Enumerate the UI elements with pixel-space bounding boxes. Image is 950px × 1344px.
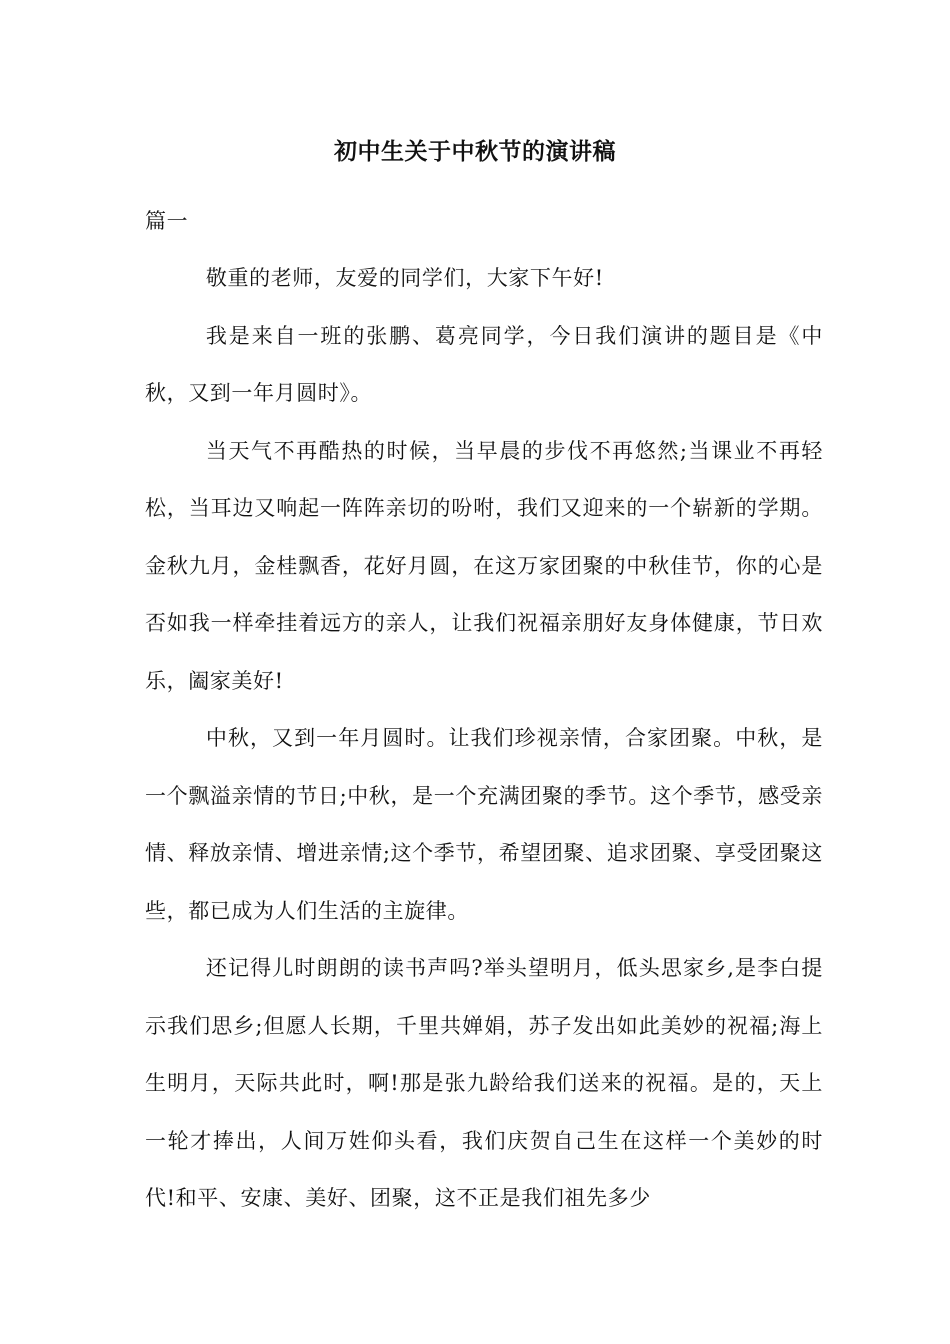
section-label: 篇一: [145, 209, 189, 233]
paragraph-poetry-memories: 还记得儿时朗朗的读书声吗?举头望明月，低头思家乡,是李白提示我们思乡;但愿人长期，千里共婵娟，苏子发出如此美妙的祝福;海上生明月，天际共此时，啊!那是张九龄给我们送来的祝福。是的，天上一轮才捧出，人间万姓仰头看，我们庆贺自己生在这样一个美妙的时代!和平、安康、美好、团聚，这不正是我们祖先多少: [145, 956, 823, 1210]
paragraph-autumn-season: 当天气不再酷热的时候，当早晨的步伐不再悠然;当课业不再轻松，当耳边又响起一阵阵亲切的吩咐，我们又迎来的一个崭新的学期。金秋九月，金桂飘香，花好月圆，在这万家团聚的中秋佳节，你的心是否如我一样牵挂着远方的亲人，让我们祝福亲朋好友身体健康，节日欢乐，阖家美好!: [145, 438, 823, 693]
speech-body: [145, 250, 823, 1228]
page-title: 初中生关于中秋节的演讲稿: [334, 138, 616, 165]
paragraph-greeting: 敬重的老师，友爱的同学们，大家下午好!: [205, 266, 604, 290]
paragraph-family-reunion: 中秋，又到一年月圆时。让我们珍视亲情，合家团聚。中秋，是一个飘溢亲情的节日;中秋，是一个充满团聚的季节。这个季节，感受亲情、释放亲情、增进亲情;这个季节，希望团聚、追求团聚、享受团聚这些，都已成为人们生活的主旋律。: [145, 726, 823, 923]
paragraph-introduction: 我是来自一班的张鹏、葛亮同学，今日我们演讲的题目是《中秋，又到一年月圆时》。: [145, 323, 823, 405]
